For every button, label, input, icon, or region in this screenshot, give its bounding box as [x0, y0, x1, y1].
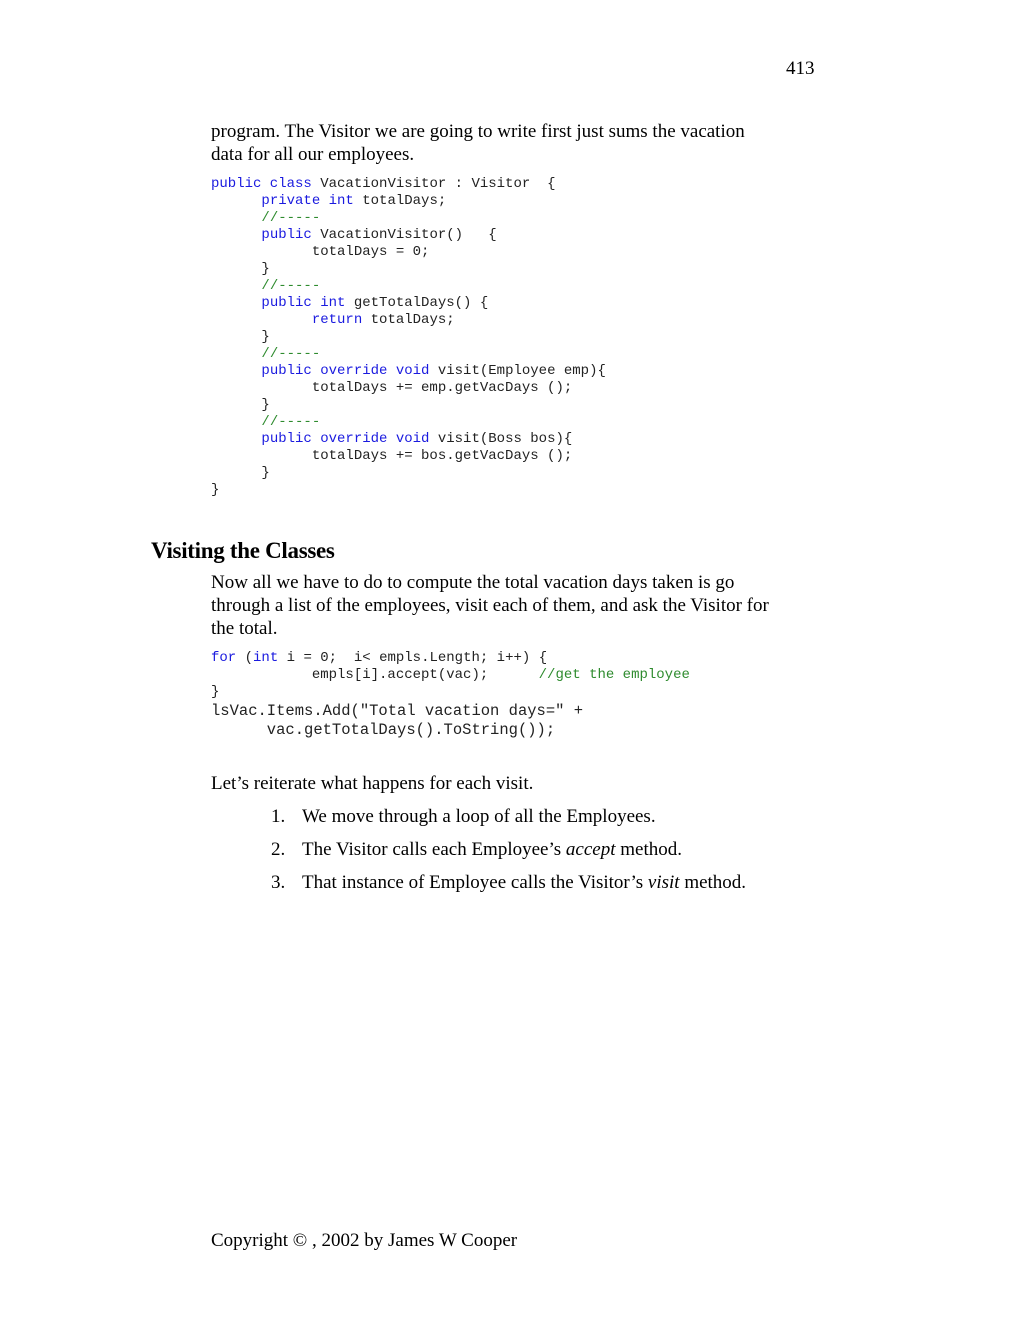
code-text: empls[i].accept(vac); — [211, 667, 539, 683]
code-comment: //----- — [261, 346, 321, 362]
code-block-1-line — [211, 448, 606, 465]
code-block-2-line — [211, 684, 690, 701]
step-emphasis: accept — [565, 839, 616, 860]
code-text: } — [211, 482, 220, 498]
code-text: } — [211, 261, 270, 277]
code-text: i = 0; i< empls.Length; i++) { — [278, 650, 548, 666]
code-block-1-line — [211, 363, 606, 380]
code-block-1-line — [211, 414, 606, 431]
code-text: totalDays += bos.getVacDays (); — [211, 448, 573, 464]
section-heading: Visiting the Classes — [151, 538, 335, 563]
code-block-items-add — [211, 702, 583, 740]
code-text — [211, 346, 261, 362]
step-number: 3. — [271, 872, 286, 893]
code-block-2-line — [211, 667, 690, 684]
code-keyword: public class — [211, 176, 312, 192]
code-block-1-line — [211, 193, 606, 210]
code-comment: //get the employee — [538, 667, 690, 683]
code-block-3-line: vac.getTotalDays().ToString()); — [211, 721, 556, 739]
code-text: } — [211, 684, 220, 700]
step-item — [271, 838, 746, 871]
code-text — [211, 295, 261, 311]
code-text: totalDays; — [353, 193, 447, 209]
code-block-1-line — [211, 329, 606, 346]
code-block-1-line — [211, 346, 606, 363]
code-block-1-line — [211, 380, 606, 397]
code-text: VacationVisitor() { — [311, 227, 497, 243]
page-number: 413 — [786, 58, 815, 79]
code-text — [211, 278, 261, 294]
code-text: VacationVisitor : Visitor { — [311, 176, 556, 192]
code-block-1-line — [211, 312, 606, 329]
code-keyword: return — [311, 312, 363, 328]
code-keyword: private int — [261, 193, 354, 209]
code-block-3-line: lsVac.Items.Add("Total vacation days=" + — [211, 702, 584, 720]
step-text: We move through a loop of all the Employees. — [302, 806, 656, 827]
code-comment: //----- — [261, 414, 321, 430]
section-line-1: Now all we have to do to compute the total vacation days taken is go — [211, 572, 735, 593]
code-block-2-line — [211, 650, 690, 667]
code-text — [211, 431, 261, 447]
code-text: visit(Boss bos){ — [429, 431, 573, 447]
code-text: totalDays += emp.getVacDays (); — [211, 380, 573, 396]
step-item — [271, 871, 746, 904]
code-block-1-line — [211, 176, 606, 193]
code-block-vacation-visitor — [211, 176, 606, 499]
code-block-1-line — [211, 261, 606, 278]
code-comment: //----- — [261, 210, 321, 226]
code-text — [211, 414, 261, 430]
code-text: } — [211, 465, 270, 481]
code-keyword: public — [261, 227, 312, 243]
code-comment: //----- — [261, 278, 321, 294]
code-keyword: public override void — [261, 431, 430, 447]
reiterate-text: Let’s reiterate what happens for each visit. — [211, 773, 534, 794]
code-block-1-line — [211, 278, 606, 295]
code-text — [211, 210, 261, 226]
step-number: 2. — [271, 839, 286, 860]
section-line-3: the total. — [211, 618, 278, 639]
code-block-1-line — [211, 244, 606, 261]
code-block-1-line — [211, 295, 606, 312]
footer-copyright: Copyright © , 2002 by James W Cooper — [211, 1230, 518, 1251]
step-number: 1. — [271, 806, 286, 827]
section-paragraph — [211, 571, 821, 640]
step-emphasis: visit — [647, 872, 680, 893]
code-text: visit(Employee emp){ — [429, 363, 606, 379]
step-text-end: method. — [679, 872, 747, 893]
code-text: ( — [236, 650, 254, 666]
code-block-1-line — [211, 210, 606, 227]
code-block-1-line — [211, 482, 606, 499]
intro-line-2: data for all our employees. — [211, 144, 415, 165]
step-item — [271, 805, 746, 838]
code-block-loop — [211, 650, 690, 701]
code-text: } — [211, 329, 270, 345]
code-block-1-line — [211, 465, 606, 482]
step-text: The Visitor calls each Employee’s — [302, 839, 566, 860]
code-text: getTotalDays() { — [345, 295, 489, 311]
code-block-1-line — [211, 227, 606, 244]
code-keyword: int — [253, 650, 279, 666]
code-text — [211, 227, 261, 243]
code-block-1-line — [211, 431, 606, 448]
code-keyword: public int — [261, 295, 346, 311]
code-keyword: for — [211, 650, 237, 666]
code-text — [211, 193, 261, 209]
intro-line-1: program. The Visitor we are going to write first just sums the vacation — [211, 121, 745, 142]
code-text — [211, 363, 261, 379]
code-block-1-line — [211, 397, 606, 414]
step-text: That instance of Employee calls the Visitor’s — [302, 872, 648, 893]
section-line-2: through a list of the employees, visit each of them, and ask the Visitor for — [211, 595, 769, 616]
code-text: totalDays; — [362, 312, 455, 328]
code-text: totalDays = 0; — [211, 244, 430, 260]
code-keyword: public override void — [261, 363, 430, 379]
code-text: } — [211, 397, 270, 413]
step-text-end: method. — [615, 839, 682, 860]
intro-paragraph — [211, 120, 821, 166]
code-text — [211, 312, 312, 328]
steps-list — [271, 805, 746, 904]
